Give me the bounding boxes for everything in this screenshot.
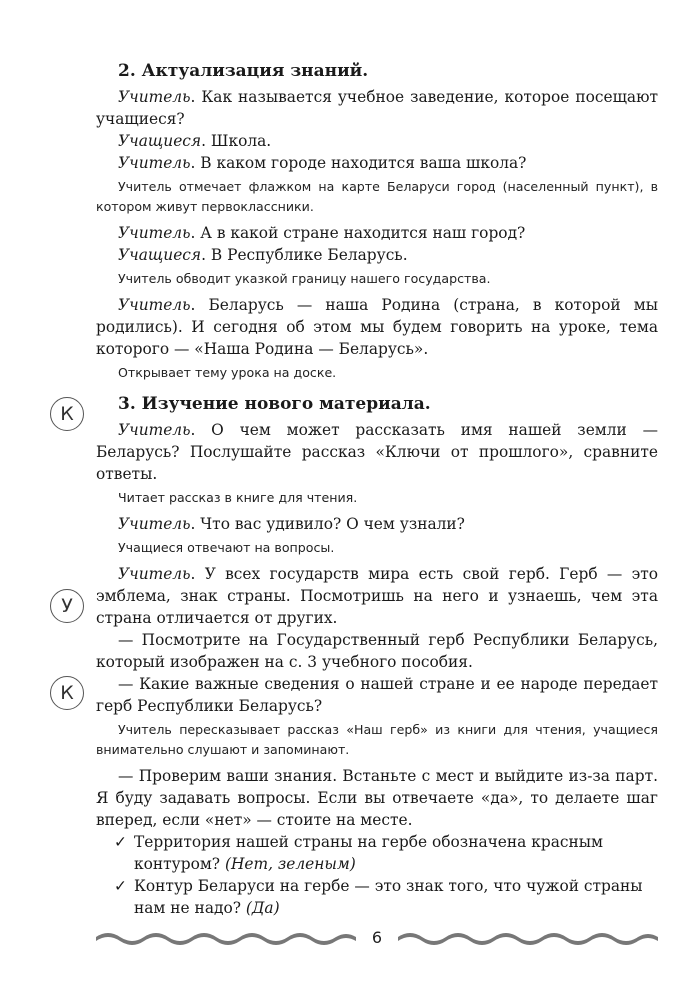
dialogue-line: Учитель. Беларусь — наша Родина (страна, в которой мы родились). И сегодня об этом мы будем говорить на уроке, тема которого — «Наша Родина — Беларусь». (96, 296, 658, 358)
dialogue-line: Учитель. О чем может рассказать имя нашей земли — Беларусь? Послушайте рассказ «Ключи от прошлого», сравните ответы. (96, 421, 658, 483)
dialogue-line: — Проверим ваши знания. Встаньте с мест и выйдите из-за парт. Я буду задавать вопросы. Если вы отвечаете «да», то делаете шаг вперед, если «нет» — стоите на месте. (96, 767, 658, 829)
check-icon: ✓ (114, 833, 127, 851)
teacher-note: Учитель обводит указкой границу нашего государства. (118, 271, 491, 286)
ornament-right-icon (398, 929, 658, 945)
dialogue-line: Учитель. Как называется учебное заведение, которое посещают учащиеся? (96, 88, 658, 128)
dialogue-line: — Посмотрите на Государственный герб Республики Беларусь, который изображен на с. 3 учебного пособия. (96, 631, 658, 671)
dialogue-line: Учащиеся. В Республике Беларусь. (118, 246, 408, 264)
teacher-note: Учитель пересказывает рассказ «Наш герб» из книги для чтения, учащиеся внимательно слушают и запоминают. (96, 722, 658, 757)
teacher-note: Учитель отмечает флажком на карте Беларуси город (населенный пункт), в котором живут первоклассники. (96, 179, 658, 214)
k-badge-icon: К (50, 397, 84, 431)
page-footer (96, 922, 658, 952)
dialogue-line: Учитель. Что вас удивило? О чем узнали? (118, 515, 465, 533)
page-content (96, 60, 658, 919)
ornament-left-icon (96, 929, 356, 945)
teacher-note: Учащиеся отвечают на вопросы. (118, 540, 335, 555)
dialogue-line: Учащиеся. Школа. (118, 132, 272, 150)
section-3-heading: 3. Изучение нового материала. (118, 394, 431, 414)
dialogue-line: Учитель. У всех государств мира есть свой герб. Герб — это эмблема, знак страны. Посмотришь на него и узнаешь, чем эта страна отличается от других. (96, 565, 658, 627)
u-badge-icon: У (50, 589, 84, 623)
dialogue-line: — Какие важные сведения о нашей стране и ее народе передает герб Республики Беларусь? (96, 675, 658, 715)
checklist-item: ✓ Территория нашей страны на гербе обозначена красным контуром? (Нет, зеленым) (114, 833, 603, 873)
teacher-note: Открывает тему урока на доске. (118, 365, 337, 380)
teacher-note: Читает рассказ в книге для чтения. (118, 490, 358, 505)
dialogue-line: Учитель. А в какой стране находится наш город? (118, 224, 526, 242)
page-number: 6 (371, 927, 383, 947)
dialogue-line: Учитель. В каком городе находится ваша школа? (118, 154, 527, 172)
section-2-heading: 2. Актуализация знаний. (118, 61, 369, 81)
k-badge-icon: К (50, 676, 84, 710)
check-icon: ✓ (114, 877, 127, 895)
checklist-item: ✓ Контур Беларуси на гербе — это знак того, что чужой страны нам не надо? (Да) (114, 877, 643, 917)
